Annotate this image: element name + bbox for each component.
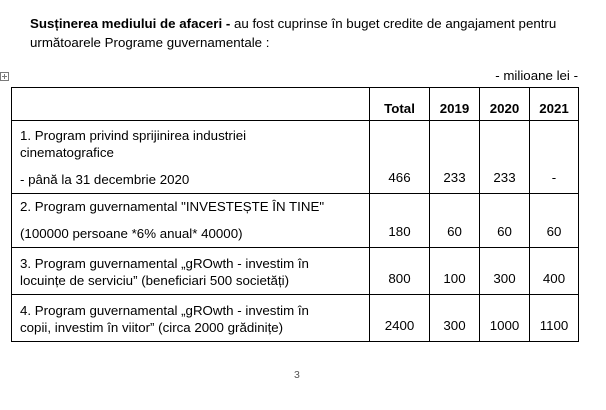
value-2019: 300 (430, 295, 480, 342)
value-total: 2400 (370, 295, 430, 342)
value-2019: 233 (430, 121, 480, 194)
value-2021: 60 (530, 194, 579, 248)
value-2020: 1000 (480, 295, 530, 342)
intro-bold-heading: Susținerea mediului de afaceri - (30, 16, 231, 31)
value-total: 180 (370, 194, 430, 248)
table-row (12, 121, 579, 194)
program-description (12, 295, 370, 342)
header-2021: 2021 (530, 88, 579, 121)
table-row (12, 295, 579, 342)
value-total: 466 (370, 121, 430, 194)
program-description (12, 121, 370, 194)
program-line: 1. Program privind sprijinirea industriei (20, 128, 247, 143)
page-number: 3 (294, 369, 300, 381)
value-2021: 1100 (530, 295, 579, 342)
unit-label: - milioane lei - (495, 68, 578, 83)
program-subline: (100000 persoane *6% anual* 40000) (20, 226, 243, 241)
value-2019: 100 (430, 248, 480, 295)
value-2020: 300 (480, 248, 530, 295)
intro-text: au fost cuprinse în buget credite de angajament pentru următoarele Programe guvernamentale : (30, 16, 557, 50)
budget-table (11, 87, 579, 342)
program-line: 2. Program guvernamental "INVESTEȘTE ÎN TINE" (20, 199, 325, 214)
program-description (12, 248, 370, 295)
value-total: 800 (370, 248, 430, 295)
program-line: copii, investim în viitor” (circa 2000 grădinițe) (20, 320, 284, 335)
value-2021: 400 (530, 248, 579, 295)
header-2020: 2020 (480, 88, 530, 121)
table-row (12, 248, 579, 295)
intro-paragraph (30, 14, 590, 52)
header-total: Total (370, 88, 430, 121)
value-2021: - (530, 121, 579, 194)
program-subline: - până la 31 decembrie 2020 (20, 172, 190, 187)
table-row (12, 194, 579, 248)
program-line: locuințe de serviciu” (beneficiari 500 societăți) (20, 273, 290, 288)
value-2020: 60 (480, 194, 530, 248)
program-description (12, 194, 370, 248)
table-header-row (12, 88, 579, 121)
table-move-handle-icon[interactable] (0, 72, 9, 81)
value-2020: 233 (480, 121, 530, 194)
header-2019: 2019 (430, 88, 480, 121)
program-line: 4. Program guvernamental „gROwth - investim în (20, 303, 309, 318)
program-line: 3. Program guvernamental „gROwth - investim în (20, 256, 309, 271)
program-line: cinematografice (20, 145, 114, 160)
header-program (12, 88, 370, 121)
value-2019: 60 (430, 194, 480, 248)
